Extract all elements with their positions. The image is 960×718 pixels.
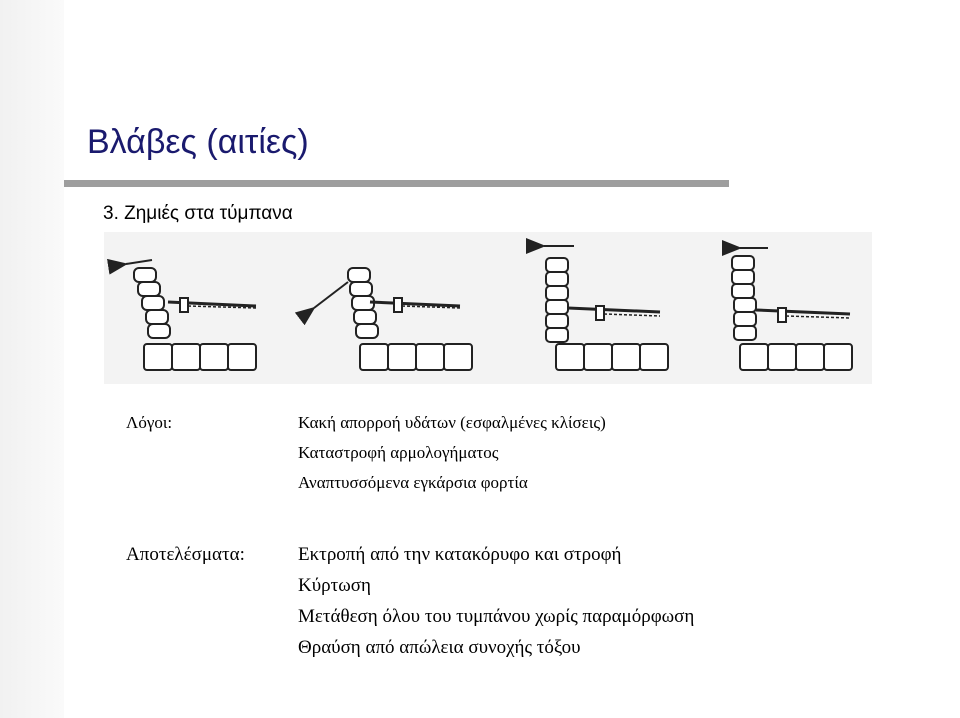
cause-item: Αναπτυσσόμενα εγκάρσια φορτία xyxy=(298,473,528,492)
slide-title: Βλάβες (αιτίες) xyxy=(87,123,309,161)
causes-label: Λόγοι: xyxy=(126,413,173,432)
effect-item: Εκτροπή από την κατακόρυφο και στροφή xyxy=(298,544,622,565)
cause-item: Κακή απορροή υδάτων (εσφαλμένες κλίσεις) xyxy=(298,413,606,432)
title-underline xyxy=(64,180,729,187)
cause-item: Καταστροφή αρμολογήματος xyxy=(298,443,499,462)
effects-label: Αποτελέσματα: xyxy=(126,544,245,565)
slide-side-band xyxy=(0,0,64,718)
slide-subtitle: 3. Ζημιές στα τύμπανα xyxy=(103,203,293,224)
effects-list xyxy=(298,539,694,663)
effect-item: Κύρτωση xyxy=(298,575,371,596)
causes-list xyxy=(298,408,606,498)
effect-item: Μετάθεση όλου του τυμπάνου χωρίς παραμόρφωση xyxy=(298,606,695,627)
effect-item: Θραύση από απώλεια συνοχής τόξου xyxy=(298,637,581,658)
tympanum-damage-illustration xyxy=(104,232,872,384)
